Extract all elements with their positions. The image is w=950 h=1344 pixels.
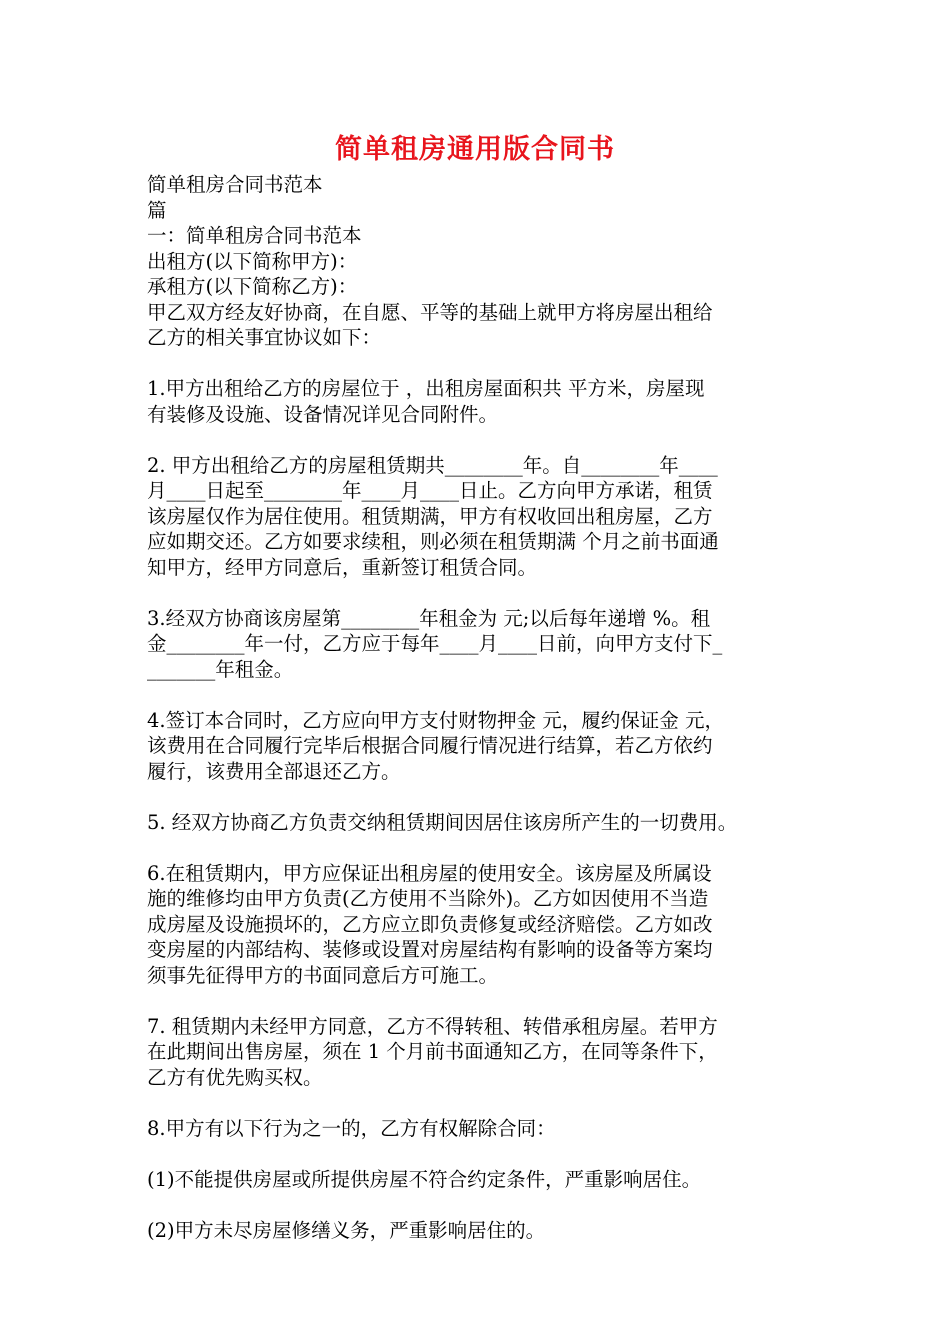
intro-line: 篇 xyxy=(147,198,167,222)
document-body xyxy=(147,172,827,1269)
clause-line: 履行，该费用全部退还乙方。 xyxy=(147,759,401,783)
clause-line: 8.甲方有以下行为之一的，乙方有权解除合同： xyxy=(147,1116,556,1140)
clause-line: 在此期间出售房屋，须在 1 个月前书面通知乙方，在同等条件下， xyxy=(147,1040,718,1063)
clause-1 xyxy=(147,376,827,427)
clause-line: 7. 租赁期内未经甲方同意，乙方不得转租、转借承租房屋。若甲方 xyxy=(147,1014,718,1038)
clause-line: 1.甲方出租给乙方的房屋位于 ，出租房屋面积共 平方米，房屋现 xyxy=(147,377,705,400)
intro-line: 乙方的相关事宜协议如下： xyxy=(147,326,382,349)
clause-line: 知甲方，经甲方同意后，重新签订租赁合同。 xyxy=(147,555,538,579)
clause-7 xyxy=(147,1014,827,1091)
intro-line: 一：简单租房合同书范本 xyxy=(147,224,362,247)
intro-line: 承租方(以下简称乙方)： xyxy=(147,275,358,298)
clause-line: 5. 经双方协商乙方负责交纳租赁期间因居住该房所产生的一切费用。 xyxy=(147,810,738,834)
clause-line: 应如期交还。乙方如要求续租，则必须在租赁期满 个月之前书面通 xyxy=(147,530,719,553)
clause-line: 6.在租赁期内，甲方应保证出租房屋的使用安全。该房屋及所属设 xyxy=(147,861,712,885)
clause-line: 该房屋仅作为居住使用。租赁期满，甲方有权收回出租房屋，乙方 xyxy=(147,504,713,528)
clause-line: 3.经双方协商该房屋第________年租金为 元;以后每年递增 %。租 xyxy=(147,606,711,630)
clause-8-item-2 xyxy=(147,1218,827,1244)
clause-line: _______年租金。 xyxy=(147,657,294,681)
clause-line: 乙方有优先购买权。 xyxy=(147,1065,323,1089)
clause-6 xyxy=(147,861,827,989)
clause-line: 该费用在合同履行完毕后根据合同履行情况进行结算，若乙方依约 xyxy=(147,734,713,757)
clause-line: (1)不能提供房屋或所提供房屋不符合约定条件，严重影响居住。 xyxy=(147,1167,702,1191)
clause-line: 须事先征得甲方的书面同意后方可施工。 xyxy=(147,963,499,987)
clause-line: 2. 甲方出租给乙方的房屋租赁期共________年。自________年____ xyxy=(147,453,718,477)
clause-line: 月____日起至________年____月____日止。乙方向甲方承诺，租赁 xyxy=(147,479,713,502)
clause-line: 有装修及设施、设备情况详见合同附件。 xyxy=(147,402,499,426)
clause-line: 成房屋及设施损坏的，乙方应立即负责修复或经济赔偿。乙方如改 xyxy=(147,912,713,936)
intro-block xyxy=(147,172,827,351)
intro-line: 甲乙双方经友好协商，在自愿、平等的基础上就甲方将房屋出租给 xyxy=(147,300,713,324)
clause-line: 4.签订本合同时，乙方应向甲方支付财物押金 元，履约保证金 元， xyxy=(147,708,725,732)
intro-line: 简单租房合同书范本 xyxy=(147,173,323,196)
clause-line: 施的维修均由甲方负责(乙方使用不当除外)。乙方如因使用不当造 xyxy=(147,887,709,910)
clause-line: 变房屋的内部结构、装修或设置对房屋结构有影响的设备等方案均 xyxy=(147,938,713,961)
clause-5 xyxy=(147,810,827,836)
intro-line: 出租方(以下简称甲方)： xyxy=(147,249,358,273)
clause-2 xyxy=(147,453,827,581)
clause-3 xyxy=(147,606,827,683)
clause-line: 金________年一付，乙方应于每年____月____日前，向甲方支付下_ xyxy=(147,632,723,655)
document-title: 简单租房通用版合同书 xyxy=(335,134,615,165)
clause-8 xyxy=(147,1116,827,1142)
clause-4 xyxy=(147,708,827,785)
clause-8-item-1 xyxy=(147,1167,827,1193)
clause-line: (2)甲方未尽房屋修缮义务，严重影响居住的。 xyxy=(147,1218,546,1242)
